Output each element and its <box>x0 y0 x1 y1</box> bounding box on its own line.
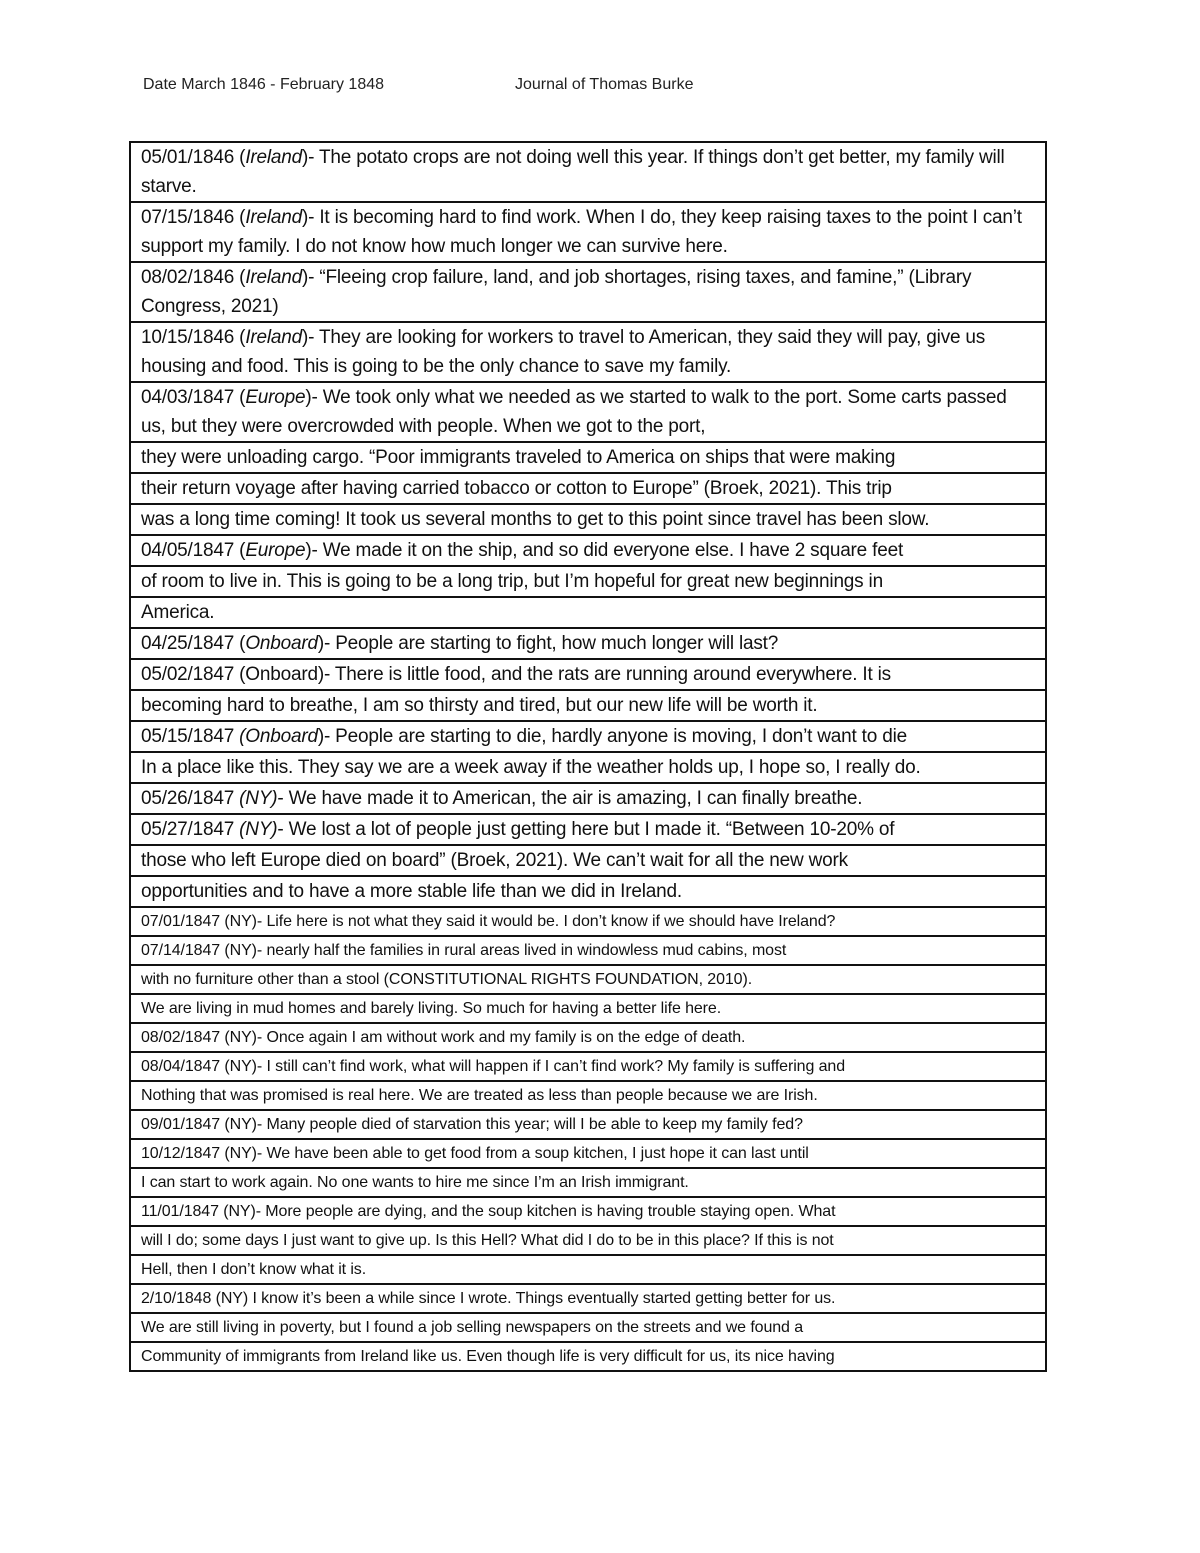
journal-row <box>130 1313 1046 1342</box>
date-range: Date March 1846 - February 1848 <box>143 76 385 93</box>
entry-text: )- We made it on the ship, and so did everyone else. I have 2 square feet <box>305 540 904 561</box>
journal-entry <box>130 262 1046 322</box>
entry-text: nearly half the families in rural areas lived in windowless mud cabins, most <box>266 942 787 959</box>
journal-entry <box>130 442 1046 473</box>
entry-place: (NY) <box>239 819 278 840</box>
journal-row <box>130 907 1046 936</box>
journal-entry <box>130 142 1046 202</box>
journal-entry <box>130 994 1046 1023</box>
journal-entry <box>130 936 1046 965</box>
journal-row <box>130 1197 1046 1226</box>
journal-entry <box>130 628 1046 659</box>
entry-text: )- We took only what we needed as we started to walk to the port. Some carts passed us, but they were overcrowded with people. When we got to the port, <box>141 387 1007 437</box>
journal-entry <box>130 1168 1046 1197</box>
entry-text: - We have made it to American, the air is amazing, I can finally breathe. <box>277 788 863 809</box>
entry-text: More people are dying, and the soup kitchen is having trouble staying open. What <box>265 1203 836 1220</box>
entry-text: Many people died of starvation this year; will I be able to keep my family fed? <box>266 1116 803 1133</box>
journal-row <box>130 690 1046 721</box>
entry-text: Community of immigrants from Ireland like us. Even though life is very difficult for us, its nice having <box>141 1348 835 1365</box>
entry-date: 10/12/1847 (NY)- <box>141 1145 267 1162</box>
journal-entry <box>130 1197 1046 1226</box>
journal-entry <box>130 659 1046 690</box>
journal-row <box>130 1139 1046 1168</box>
entry-date: 04/25/1847 ( <box>141 633 246 654</box>
entry-date: 08/02/1847 (NY)- <box>141 1029 267 1046</box>
journal-entry <box>130 1226 1046 1255</box>
journal-row <box>130 783 1046 814</box>
journal-row <box>130 1023 1046 1052</box>
journal-row <box>130 1284 1046 1313</box>
journal-entry <box>130 783 1046 814</box>
entry-date: 04/03/1847 ( <box>141 387 246 408</box>
entry-text: America. <box>141 602 215 623</box>
journal-entry <box>130 597 1046 628</box>
entry-text: - We lost a lot of people just getting here but I made it. “Between 10-20% of <box>277 819 895 840</box>
entry-text: those who left Europe died on board” (Broek, 2021). We can’t wait for all the new work <box>141 850 848 871</box>
journal-entry <box>130 566 1046 597</box>
entry-place: Ireland <box>245 207 303 228</box>
entry-place: Europe <box>245 540 306 561</box>
entry-text: will I do; some days I just want to give up. Is this Hell? What did I do to be in this place? If this is not <box>141 1232 834 1249</box>
journal-entry <box>130 1342 1046 1371</box>
entry-text: We have been able to get food from a soup kitchen, I just hope it can last until <box>266 1145 809 1162</box>
journal-entry <box>130 814 1046 845</box>
journal-entry <box>130 845 1046 876</box>
journal-row <box>130 876 1046 907</box>
entry-place: Onboard <box>245 633 318 654</box>
journal-row <box>130 442 1046 473</box>
journal-row <box>130 1110 1046 1139</box>
entry-date: 07/01/1847 (NY)- <box>141 913 267 930</box>
journal-entry <box>130 1313 1046 1342</box>
journal-row <box>130 1255 1046 1284</box>
entry-date: 05/02/1847 (Onboard)- <box>141 664 335 685</box>
entry-place: Ireland <box>245 327 303 348</box>
journal-entry <box>130 322 1046 382</box>
journal-entry <box>130 535 1046 566</box>
journal-row <box>130 566 1046 597</box>
entry-date: 09/01/1847 (NY)- <box>141 1116 267 1133</box>
entry-date: 11/01/1847 (NY)- <box>141 1203 266 1220</box>
entry-text: )- It is becoming hard to find work. When I do, they keep raising taxes to the point I can’t support my family. I do not know how much longer we can survive here. <box>141 207 1022 257</box>
journal-row <box>130 1081 1046 1110</box>
journal-entry <box>130 876 1046 907</box>
entry-text: In a place like this. They say we are a week away if the weather holds up, I hope so, I really do. <box>141 757 921 778</box>
entry-text: Once again I am without work and my family is on the edge of death. <box>266 1029 746 1046</box>
journal-row <box>130 936 1046 965</box>
journal-row <box>130 628 1046 659</box>
journal-row <box>130 473 1046 504</box>
entry-place: Ireland <box>245 147 303 168</box>
journal-row <box>130 322 1046 382</box>
entry-text: becoming hard to breathe, I am so thirsty and tired, but our new life will be worth it. <box>141 695 818 716</box>
entry-date: 04/05/1847 ( <box>141 540 246 561</box>
journal-row <box>130 994 1046 1023</box>
entry-date: 08/02/1846 ( <box>141 267 246 288</box>
entry-text: I still can’t find work, what will happen if I can’t find work? My family is suffering and <box>266 1058 845 1075</box>
entry-text: There is little food, and the rats are running around everywhere. It is <box>334 664 891 685</box>
entry-text: I can start to work again. No one wants to hire me since I’m an Irish immigrant. <box>141 1174 689 1191</box>
entry-text: opportunities and to have a more stable life than we did in Ireland. <box>141 881 682 902</box>
journal-row <box>130 1052 1046 1081</box>
entry-text: Life here is not what they said it would be. I don’t know if we should have Ireland? <box>266 913 836 930</box>
journal-entry <box>130 965 1046 994</box>
journal-entry <box>130 1255 1046 1284</box>
entry-text: )- “Fleeing crop failure, land, and job shortages, rising taxes, and famine,” (Library Congress, 2021) <box>141 267 972 317</box>
entry-text: of room to live in. This is going to be a long trip, but I’m hopeful for great new beginnings in <box>141 571 883 592</box>
journal-row <box>130 659 1046 690</box>
entry-place: Ireland <box>245 267 303 288</box>
entry-date: 05/15/1847 <box>141 726 240 747</box>
journal-row <box>130 1168 1046 1197</box>
entry-text: Nothing that was promised is real here. We are treated as less than people because we are Irish. <box>141 1087 818 1104</box>
journal-entry <box>130 473 1046 504</box>
journal-title: Journal of Thomas Burke <box>515 76 694 93</box>
page-header <box>143 76 694 94</box>
journal-row <box>130 535 1046 566</box>
journal-entry <box>130 202 1046 262</box>
journal-row <box>130 382 1046 442</box>
journal-entry <box>130 1110 1046 1139</box>
entry-place: (NY) <box>239 788 278 809</box>
journal-entry <box>130 721 1046 752</box>
entry-text: their return voyage after having carried tobacco or cotton to Europe” (Broek, 2021). This trip <box>141 478 892 499</box>
journal-entry <box>130 1284 1046 1313</box>
entry-date: 05/01/1846 ( <box>141 147 246 168</box>
journal-entry <box>130 1052 1046 1081</box>
entry-date: 2/10/1848 (NY) <box>141 1290 253 1307</box>
journal-row <box>130 814 1046 845</box>
journal-row <box>130 1342 1046 1371</box>
entry-date: 07/14/1847 (NY)- <box>141 942 267 959</box>
entry-text: )- People are starting to fight, how much longer will last? <box>317 633 779 654</box>
entry-text: )- People are starting to die, hardly anyone is moving, I don’t want to die <box>317 726 907 747</box>
entry-text: I know it’s been a while since I wrote. Things eventually started getting better for us. <box>252 1290 836 1307</box>
entry-text: with no furniture other than a stool (CONSTITUTIONAL RIGHTS FOUNDATION, 2010). <box>141 971 753 988</box>
journal-entry <box>130 504 1046 535</box>
journal-row <box>130 965 1046 994</box>
journal-entry <box>130 1081 1046 1110</box>
entry-text: )- The potato crops are not doing well this year. If things don’t get better, my family will starve. <box>141 147 1005 197</box>
journal-row <box>130 202 1046 262</box>
journal-row <box>130 262 1046 322</box>
entry-date: 05/27/1847 <box>141 819 240 840</box>
journal-entry <box>130 690 1046 721</box>
entry-place: (Onboard <box>239 726 318 747</box>
entry-place: Europe <box>245 387 306 408</box>
entry-date: 10/15/1846 ( <box>141 327 246 348</box>
journal-entry <box>130 382 1046 442</box>
journal-entry <box>130 907 1046 936</box>
journal-row <box>130 597 1046 628</box>
entry-text: they were unloading cargo. “Poor immigrants traveled to America on ships that were making <box>141 447 896 468</box>
journal-row <box>130 504 1046 535</box>
entry-text: was a long time coming! It took us several months to get to this point since travel has been slow. <box>141 509 930 530</box>
journal-row <box>130 752 1046 783</box>
journal-table <box>129 141 1047 1372</box>
journal-row <box>130 142 1046 202</box>
journal-entry <box>130 1023 1046 1052</box>
journal-row <box>130 1226 1046 1255</box>
entry-date: 08/04/1847 (NY)- <box>141 1058 267 1075</box>
journal-entry <box>130 752 1046 783</box>
journal-row <box>130 845 1046 876</box>
entry-text: We are still living in poverty, but I found a job selling newspapers on the streets and we found a <box>141 1319 803 1336</box>
entry-text: We are living in mud homes and barely living. So much for having a better life here. <box>141 1000 722 1017</box>
entry-text: Hell, then I don’t know what it is. <box>141 1261 367 1278</box>
entry-date: 07/15/1846 ( <box>141 207 246 228</box>
entry-text: )- They are looking for workers to travel to American, they said they will pay, give us housing and food. This is going to be the only chance to save my family. <box>141 327 986 377</box>
entry-date: 05/26/1847 <box>141 788 240 809</box>
journal-row <box>130 721 1046 752</box>
journal-entry <box>130 1139 1046 1168</box>
